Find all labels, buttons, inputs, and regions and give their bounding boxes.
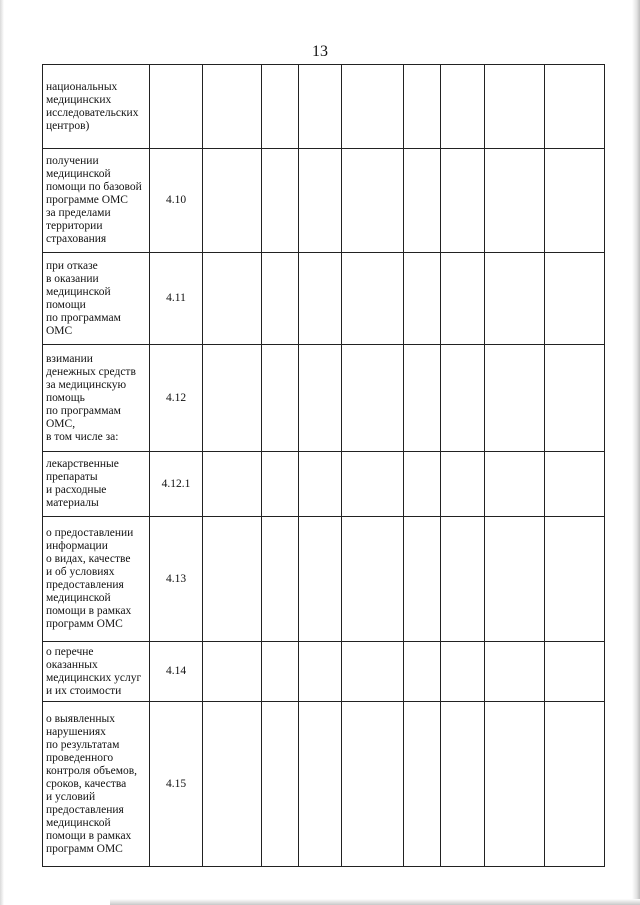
- row-label-line: получении: [46, 155, 99, 167]
- table-row: [43, 642, 605, 702]
- data-cell: [203, 517, 262, 642]
- row-label-line: медицинской: [46, 285, 111, 298]
- row-label-line: предоставления: [46, 803, 124, 816]
- row-code: 4.14: [150, 642, 203, 702]
- data-cell: [342, 345, 404, 452]
- row-label-line: и условий: [46, 790, 96, 803]
- row-label-line: исследовательских: [46, 106, 139, 119]
- row-label: [43, 253, 150, 345]
- data-cell: [404, 65, 441, 149]
- row-label-line: медицинской: [46, 168, 111, 180]
- data-cell: [485, 149, 545, 253]
- data-cell: [342, 253, 404, 345]
- data-cell: [404, 702, 441, 867]
- data-cell: [299, 65, 342, 149]
- data-cell: [485, 345, 545, 452]
- data-cell: [485, 517, 545, 642]
- row-label-line: помощи в рамках: [46, 605, 132, 617]
- row-label-line: программе ОМС: [46, 194, 128, 206]
- row-label-line: в том числе за:: [46, 430, 119, 443]
- row-label-line: о видах, качестве: [46, 553, 131, 565]
- data-cell: [441, 642, 485, 702]
- data-cell: [342, 702, 404, 867]
- row-label: [43, 702, 150, 867]
- row-label-line: медицинской: [46, 592, 111, 604]
- data-cell: [262, 517, 299, 642]
- data-cell: [545, 517, 605, 642]
- data-cell: [203, 452, 262, 517]
- report-table: [42, 64, 605, 867]
- row-label-line: программ ОМС: [46, 842, 123, 855]
- data-cell: [404, 253, 441, 345]
- row-label-line: за медицинскую: [46, 378, 127, 391]
- data-cell: [441, 702, 485, 867]
- data-cell: [342, 642, 404, 702]
- data-cell: [441, 65, 485, 149]
- data-cell: [299, 517, 342, 642]
- row-label-line: проведенного: [46, 751, 114, 764]
- row-label-line: территории: [46, 220, 103, 232]
- data-cell: [545, 642, 605, 702]
- data-cell: [404, 517, 441, 642]
- row-code: 4.12.1: [150, 452, 203, 517]
- data-cell: [299, 642, 342, 702]
- data-cell: [342, 517, 404, 642]
- row-label-line: медицинских услуг: [46, 671, 142, 684]
- data-cell: [441, 253, 485, 345]
- row-label-line: по программам: [46, 404, 121, 417]
- data-cell: [299, 149, 342, 253]
- row-label-line: сроков, качества: [46, 777, 127, 790]
- row-label-line: препараты: [46, 471, 98, 483]
- data-cell: [485, 65, 545, 149]
- data-cell: [545, 702, 605, 867]
- scan-bottom-edge: [110, 899, 640, 905]
- row-label: [43, 65, 150, 149]
- row-code: 4.10: [150, 149, 203, 253]
- data-cell: [485, 253, 545, 345]
- row-label-line: о выявленных: [46, 712, 115, 725]
- row-label-line: ОМС,: [46, 417, 76, 430]
- scan-right-edge: [632, 0, 640, 905]
- row-code: 4.11: [150, 253, 203, 345]
- table-row: [43, 702, 605, 867]
- data-cell: [485, 702, 545, 867]
- row-label: [43, 452, 150, 517]
- row-label-line: о перечне: [46, 645, 94, 658]
- row-label-line: предоставления: [46, 579, 124, 591]
- data-cell: [404, 642, 441, 702]
- table-row: [43, 517, 605, 642]
- row-label-line: взимании: [46, 352, 93, 365]
- data-cell: [299, 345, 342, 452]
- data-cell: [203, 253, 262, 345]
- row-label-line: программ ОМС: [46, 618, 123, 630]
- row-label-line: и расходные: [46, 484, 107, 496]
- row-label-line: информации: [46, 540, 108, 552]
- data-cell: [404, 452, 441, 517]
- data-cell: [299, 702, 342, 867]
- row-label-line: медицинской: [46, 816, 111, 829]
- data-cell: [545, 253, 605, 345]
- row-label-line: помощи в рамках: [46, 829, 132, 842]
- row-label-line: страхования: [46, 233, 107, 245]
- row-label-line: лекарственные: [46, 458, 119, 470]
- data-cell: [262, 253, 299, 345]
- row-label-line: денежных средств: [46, 365, 136, 378]
- table-row: [43, 452, 605, 517]
- row-code: 4.13: [150, 517, 203, 642]
- data-cell: [203, 65, 262, 149]
- row-label-line: нарушениях: [46, 725, 106, 738]
- data-cell: [485, 452, 545, 517]
- data-cell: [262, 702, 299, 867]
- row-label-line: национальных: [46, 80, 118, 93]
- data-cell: [485, 642, 545, 702]
- data-cell: [262, 452, 299, 517]
- row-label-line: при отказе: [46, 259, 98, 272]
- row-label: [43, 149, 150, 253]
- row-code: 4.12: [150, 345, 203, 452]
- data-cell: [545, 65, 605, 149]
- row-label-line: о предоставлении: [46, 527, 134, 539]
- row-label: [43, 642, 150, 702]
- data-cell: [203, 345, 262, 452]
- data-cell: [441, 452, 485, 517]
- data-cell: [299, 452, 342, 517]
- row-label-line: помощь: [46, 391, 85, 404]
- row-label: [43, 517, 150, 642]
- row-label-line: медицинских: [46, 93, 112, 106]
- row-label-line: и об условиях: [46, 566, 115, 578]
- data-cell: [203, 149, 262, 253]
- data-cell: [262, 65, 299, 149]
- row-label-line: по результатам: [46, 738, 120, 751]
- page-number: 13: [312, 43, 328, 60]
- row-label-line: контроля объемов,: [46, 764, 138, 777]
- data-cell: [441, 517, 485, 642]
- data-cell: [203, 702, 262, 867]
- data-cell: [203, 642, 262, 702]
- data-cell: [262, 345, 299, 452]
- table-row: [43, 345, 605, 452]
- data-cell: [545, 452, 605, 517]
- table-row: [43, 253, 605, 345]
- row-label-line: в оказании: [46, 272, 99, 285]
- row-label-line: ОМС: [46, 324, 73, 337]
- data-cell: [545, 345, 605, 452]
- row-label-line: и их стоимости: [46, 684, 122, 697]
- scan-left-edge: [0, 0, 4, 905]
- data-cell: [342, 149, 404, 253]
- row-label-line: центров): [46, 119, 90, 132]
- data-cell: [441, 345, 485, 452]
- row-label-line: помощи: [46, 298, 86, 311]
- row-label-line: оказанных: [46, 658, 98, 671]
- row-label-line: по программам: [46, 311, 121, 324]
- row-label: [43, 345, 150, 452]
- table-row: [43, 149, 605, 253]
- row-code: 4.15: [150, 702, 203, 867]
- row-label-line: помощи по базовой: [46, 181, 142, 193]
- data-cell: [404, 345, 441, 452]
- data-cell: [262, 642, 299, 702]
- data-cell: [262, 149, 299, 253]
- row-label-line: материалы: [46, 497, 99, 509]
- table-row: [43, 65, 605, 149]
- data-cell: [545, 149, 605, 253]
- data-cell: [342, 452, 404, 517]
- row-label-line: за пределами: [46, 207, 111, 219]
- row-code: [150, 65, 203, 149]
- data-cell: [404, 149, 441, 253]
- data-cell: [299, 253, 342, 345]
- data-cell: [441, 149, 485, 253]
- data-cell: [342, 65, 404, 149]
